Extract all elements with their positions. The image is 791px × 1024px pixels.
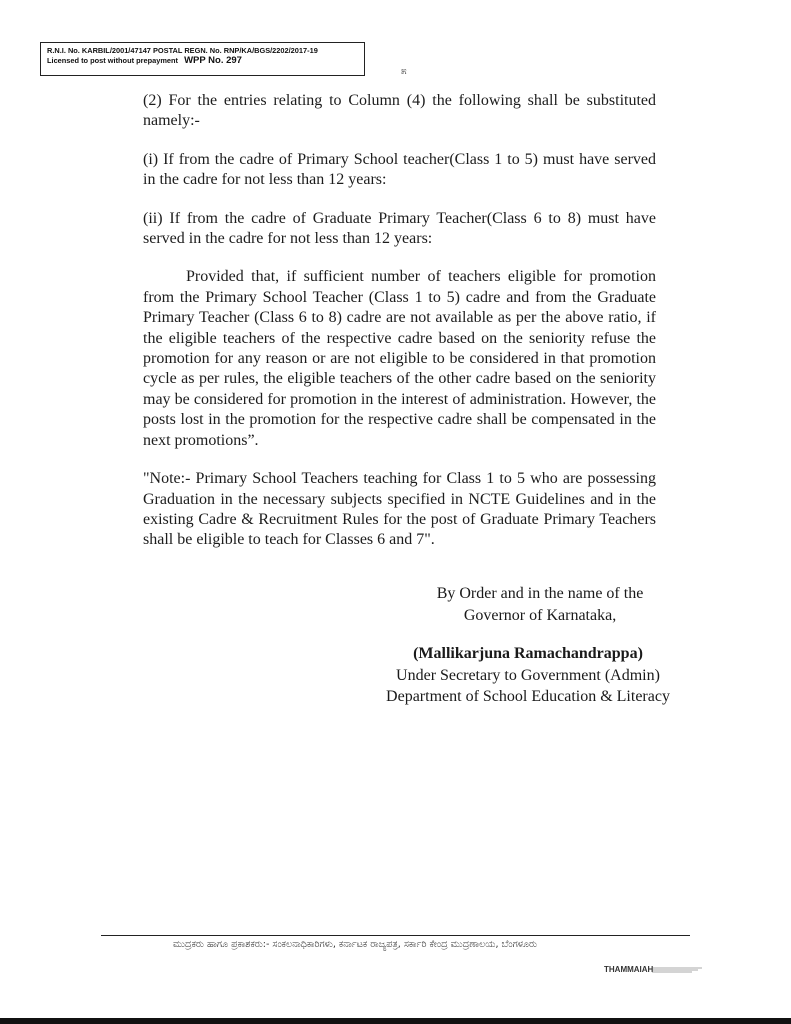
signatory-designation: Under Secretary to Government (Admin) bbox=[396, 666, 660, 684]
signatory-block bbox=[358, 643, 698, 708]
printer-mark: THAMMAIAH bbox=[604, 965, 654, 974]
signatory-name: (Mallikarjuna Ramachandrappa) bbox=[413, 645, 643, 662]
paragraph-primary-teacher: (i) If from the cadre of Primary School teacher(Class 1 to 5) must have served in the cadre for not less than 12 years: bbox=[143, 150, 656, 189]
paragraph-graduate-teacher: (ii) If from the cadre of Graduate Primary Teacher(Class 6 to 8) must have served in the cadre for not less than 12 years: bbox=[143, 209, 656, 248]
wpp-number: WPP No. 297 bbox=[184, 55, 242, 67]
registration-numbers: R.N.I. No. KARBIL/2001/47147 POSTAL REGN. No. RNP/KA/BGS/2202/2017-19 bbox=[47, 46, 318, 55]
printer-publisher-line: ಮುದ್ರಕರು ಹಾಗೂ ಪ್ರಕಾಶಕರು:- ಸಂಕಲನಾಧಿಕಾರಿಗಳು, ಕರ್ನಾಟಕ ರಾಜ್ಯಪತ್ರ, ಸರ್ಕಾರಿ ಕೇಂದ್ರ ಮುದ್ರಣಾಲಯ, ಬೆಂಗಳೂರು bbox=[173, 939, 538, 950]
printer-mark-lines bbox=[652, 967, 702, 973]
paragraph-note: "Note:- Primary School Teachers teaching for Class 1 to 5 who are possessing Graduation in the necessary subjects specified in NCTE Guidelines and in the existing Cadre & Recruitment Rules for the post of Graduate Primary Teachers shall be eligible to teach for Classes 6 and 7". bbox=[143, 470, 656, 549]
scan-bottom-edge bbox=[0, 1018, 791, 1024]
paragraph-proviso: Provided that, if sufficient number of teachers eligible for promotion from the Primary School Teacher (Class 1 to 5) cadre and from the Graduate Primary Teacher (Class 6 to 8) cadre are not available as per the above ratio, if the eligible teachers of the respective cadre based on the seniority refuse the promotion for any reason or are not eligible to be considered in that promotion cycle as per rules, the eligible teachers of the other cadre based on the seniority may be considered for promotion in the interest of administration. However, the posts lost in the promotion for the respective cadre shall be compensated in the next promotions”. bbox=[143, 268, 656, 449]
paragraph-column-4: (2) For the entries relating to Column (4) the following shall be substituted namely:- bbox=[143, 92, 656, 130]
gazette-body bbox=[143, 91, 656, 569]
order-line-2: Governor of Karnataka, bbox=[463, 607, 617, 624]
signatory-department: Department of School Education & Literacy bbox=[386, 688, 670, 705]
license-text: Licensed to post without prepayment bbox=[47, 56, 178, 66]
page-number: ೫ bbox=[401, 66, 407, 77]
registration-header-box bbox=[40, 42, 365, 76]
postal-license-line bbox=[47, 55, 358, 67]
order-statement bbox=[380, 583, 700, 627]
order-line-1: By Order and in the name of the bbox=[436, 585, 644, 602]
footer-divider bbox=[101, 935, 690, 936]
